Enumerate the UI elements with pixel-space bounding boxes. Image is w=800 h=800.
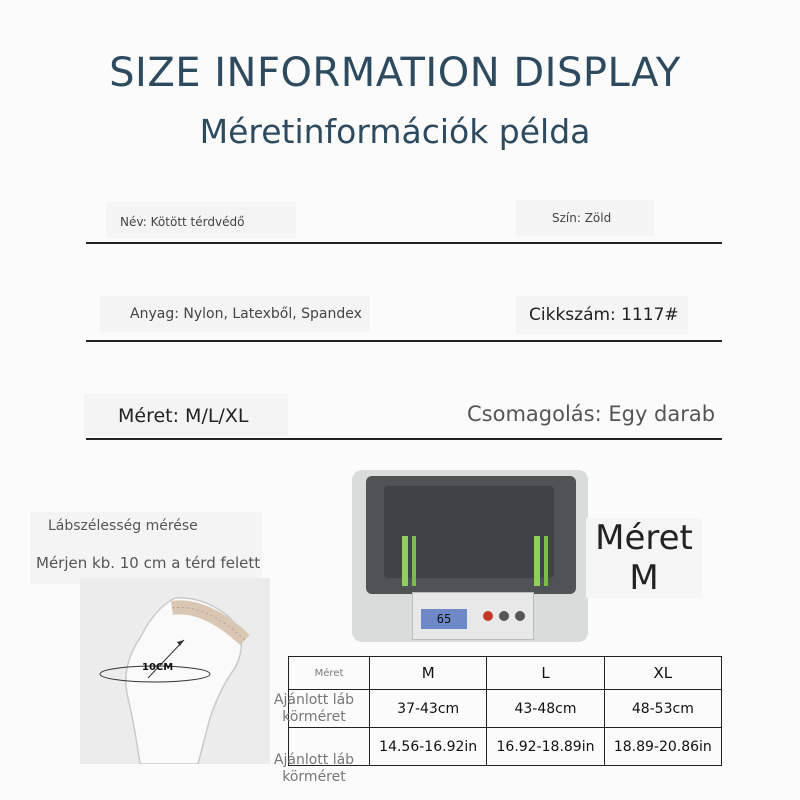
page-title: SIZE INFORMATION DISPLAY [109,50,681,96]
leg-diagram [80,578,270,764]
divider-2 [86,340,722,342]
divider-3 [86,438,722,440]
tare-button-icon [515,611,525,621]
table-cell: 16.92-18.89in [487,728,604,766]
measure-title: Lábszélesség mérése [48,518,198,534]
table-header-row [289,657,722,690]
product-photo [352,470,588,642]
diagram-label: 10CM [142,662,174,673]
page-subtitle: Méretinformációk példa [199,112,591,151]
table-cell: 14.56-16.92in [370,728,487,766]
weighing-scale [412,592,534,640]
mode-button-icon [499,611,509,621]
table-cell: 43-48cm [487,690,604,728]
size-caption-line1: Méret [595,518,693,558]
leg-illustration [80,578,270,764]
size-caption-line2: M [629,558,659,598]
table-cell: 18.89-20.86in [604,728,721,766]
table-header-xl: XL [604,657,721,690]
packaging-field: Csomagolás: Egy darab [467,402,716,426]
green-stripe-left [402,536,408,586]
table-cell: 48-53cm [604,690,721,728]
power-button-icon [483,611,493,621]
measure-instruction: Mérjen kb. 10 cm a térd felett [36,554,261,572]
table-header-m: M [370,657,487,690]
size-caption [586,518,702,598]
row-label-in: Ajánlott láb körméret [273,752,355,785]
divider-1 [86,242,722,244]
size-field: Méret: M/L/XL [118,405,249,427]
product-bag [366,476,576,594]
table-cell: 37-43cm [370,690,487,728]
scale-display: 65 [421,609,467,629]
table-header-l: L [487,657,604,690]
color-field: Szín: Zöld [552,211,612,225]
row-label-cm: Ajánlott láb körméret [273,692,355,725]
name-field: Név: Kötött térdvédő [120,215,245,229]
green-stripe-right-2 [544,536,548,586]
green-stripe-right [534,536,540,586]
green-stripe-left-2 [412,536,416,586]
table-header-label: Méret [289,657,370,690]
material-field: Anyag: Nylon, Latexből, Spandex [130,306,362,322]
sku-field: Cikkszám: 1117# [529,305,679,325]
